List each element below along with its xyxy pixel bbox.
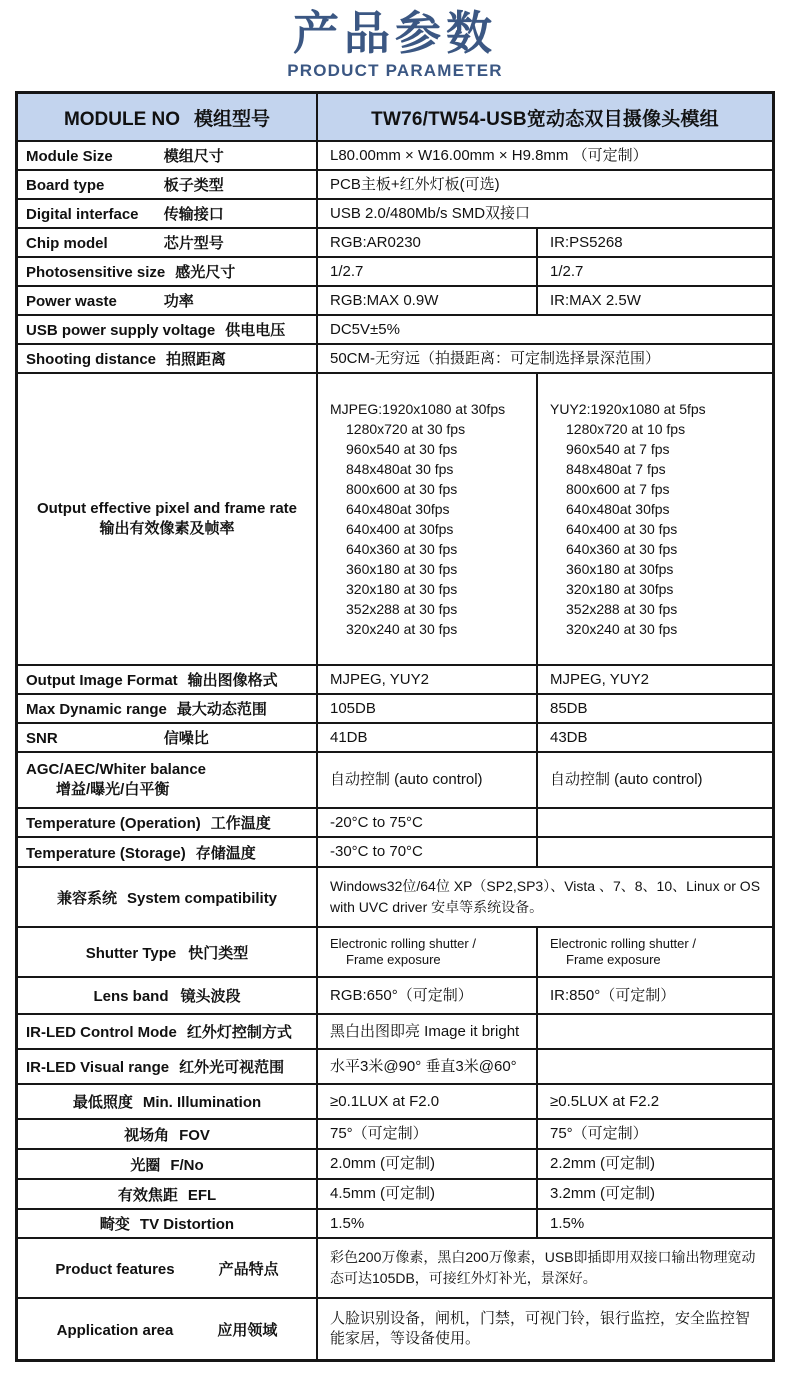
row-label: [18, 374, 316, 664]
spec-line: YUY2:1920x1080 at 5fps: [550, 401, 706, 418]
row-label-zh: 光圈: [130, 1156, 161, 1174]
header-label-cell: [18, 94, 316, 140]
row-value-right: IR:850°（可定制）: [536, 978, 772, 1013]
row-label: [18, 229, 316, 256]
table-row: [18, 372, 772, 664]
row-label-en: Shooting distance: [26, 351, 157, 369]
row-label-zh: 增益/曝光/白平衡: [56, 781, 170, 799]
row-value-right: ≥0.5LUX at F2.2: [536, 1085, 772, 1118]
row-label-en: Temperature (Operation): [26, 815, 201, 833]
header-product-name: TW76/TW54-USB宽动态双目摄像头模组: [316, 94, 772, 140]
row-label-zh: 芯片型号: [163, 235, 224, 253]
row-label-zh: 视场角: [124, 1126, 170, 1144]
row-value-right: 85DB: [536, 695, 772, 722]
row-label-en: FOV: [179, 1126, 210, 1144]
table-row: [18, 836, 772, 866]
row-value: Windows32位/64位 XP（SP2,SP3）、Vista 、7、8、10、Linux or OS with UVC driver 安卓等系统设备。: [316, 868, 772, 926]
table-row: [18, 256, 772, 285]
row-label-en: Min. Illumination: [142, 1094, 262, 1112]
spec-line: 640x400 at 30fps: [346, 521, 454, 538]
row-label-zh: 产品特点: [218, 1260, 279, 1278]
row-value-right: 75°（可定制）: [536, 1120, 772, 1148]
row-label-zh: 功率: [163, 293, 194, 311]
row-value-right: IR:PS5268: [536, 229, 772, 256]
row-value-left: 105DB: [316, 695, 536, 722]
row-label-en: Module Size: [26, 148, 113, 166]
spec-line: 360x180 at 30 fps: [346, 561, 458, 578]
row-label-zh: 快门类型: [188, 944, 249, 962]
row-label-en: AGC/AEC/Whiter balance: [26, 761, 207, 779]
row-label-en: Shutter Type: [85, 944, 177, 962]
row-label-en: Chip model: [26, 235, 108, 253]
row-value-left: 1/2.7: [316, 258, 536, 285]
table-row: [18, 1048, 772, 1083]
row-label: [18, 1239, 316, 1297]
spec-line: Electronic rolling shutter /: [330, 936, 476, 952]
row-label-zh: 应用领域: [217, 1321, 278, 1339]
spec-line: 640x360 at 30 fps: [566, 541, 678, 558]
spec-line: 960x540 at 30 fps: [346, 441, 458, 458]
row-value-left: RGB:650°（可定制）: [316, 978, 536, 1013]
row-value-left: -30°C to 70°C: [316, 838, 536, 866]
spec-line: 1280x720 at 30 fps: [346, 421, 466, 438]
table-row: [18, 1178, 772, 1208]
row-label-en: Lens band: [93, 988, 169, 1006]
row-value: USB 2.0/480Mb/s SMD双接口: [316, 200, 772, 227]
spec-line: 320x180 at 30 fps: [346, 581, 458, 598]
row-label-en: Photosensitive size: [26, 264, 166, 282]
row-value-left: ≥0.1LUX at F2.0: [316, 1085, 536, 1118]
table-row: [18, 285, 772, 314]
row-value-right: [536, 928, 772, 976]
row-label: [18, 695, 316, 722]
row-label: [18, 200, 316, 227]
table-row: [18, 1237, 772, 1297]
row-label-en: Board type: [26, 177, 105, 195]
table-row: [18, 722, 772, 751]
row-label-zh: 最低照度: [72, 1094, 133, 1112]
row-value-right: 自动控制 (auto control): [536, 753, 772, 807]
row-value-right: 43DB: [536, 724, 772, 751]
row-value-left: 1.5%: [316, 1210, 536, 1237]
table-row: [18, 807, 772, 836]
spec-line: MJPEG:1920x1080 at 30fps: [330, 401, 506, 418]
row-value-right: 1/2.7: [536, 258, 772, 285]
row-label-en: IR-LED Control Mode: [26, 1024, 177, 1042]
table-row: [18, 1013, 772, 1048]
spec-line: 320x240 at 30 fps: [346, 621, 458, 638]
row-label-en: Temperature (Storage): [26, 844, 186, 862]
row-value-right: 1.5%: [536, 1210, 772, 1237]
row-label-en: Digital interface: [26, 206, 139, 224]
row-label: [18, 1085, 316, 1118]
row-value-left: -20°C to 75°C: [316, 809, 536, 836]
row-label-zh: 信噪比: [163, 730, 209, 748]
row-label-en: TV Distortion: [139, 1216, 235, 1234]
row-label-en: Power waste: [26, 293, 117, 311]
row-label: [18, 1015, 316, 1048]
row-label-zh: 工作温度: [210, 815, 271, 833]
row-label-en: Output effective pixel and frame rate: [36, 500, 298, 518]
table-header-row: [18, 94, 772, 140]
row-label: [18, 1150, 316, 1178]
table-row: [18, 314, 772, 343]
table-row: [18, 693, 772, 722]
spec-line: Frame exposure: [346, 952, 441, 968]
row-label: [18, 1180, 316, 1208]
spec-line: 848x480at 30 fps: [346, 461, 454, 478]
row-label: [18, 1299, 316, 1359]
row-value-left: RGB:AR0230: [316, 229, 536, 256]
row-label-zh: 拍照距离: [166, 351, 227, 369]
spec-line: Electronic rolling shutter /: [550, 936, 696, 952]
row-label-zh: 输出图像格式: [187, 672, 278, 690]
row-value-left: MJPEG, YUY2: [316, 666, 536, 693]
row-label-en: Output Image Format: [26, 672, 178, 690]
spec-line: 800x600 at 7 fps: [566, 481, 670, 498]
row-label-en: Max Dynamic range: [26, 701, 167, 719]
table-row: [18, 976, 772, 1013]
row-label-zh: 供电电压: [225, 322, 286, 340]
title-block: [0, 0, 790, 81]
row-label: [18, 258, 316, 285]
row-value-right: [536, 374, 772, 664]
row-value-left: 75°（可定制）: [316, 1120, 536, 1148]
spec-line: 360x180 at 30fps: [566, 561, 674, 578]
row-label: [18, 1210, 316, 1237]
row-label-zh: 镜头波段: [180, 988, 241, 1006]
row-label: [18, 666, 316, 693]
table-row: [18, 751, 772, 807]
row-label-zh: 红外灯控制方式: [186, 1024, 292, 1042]
row-value-left: [316, 374, 536, 664]
row-label-zh: 输出有效像素及帧率: [99, 520, 235, 538]
row-value-right: 2.2mm (可定制): [536, 1150, 772, 1178]
spec-line: 320x180 at 30fps: [566, 581, 674, 598]
row-value-left: 黑白出图即亮 Image it bright: [316, 1015, 536, 1048]
row-label: [18, 753, 316, 807]
table-row: [18, 926, 772, 976]
row-label-zh: 传输接口: [163, 206, 224, 224]
table-row: [18, 664, 772, 693]
row-value-right: IR:MAX 2.5W: [536, 287, 772, 314]
empty-cell: [536, 1015, 772, 1048]
empty-cell: [536, 1050, 772, 1083]
row-label: [18, 809, 316, 836]
row-label: [18, 142, 316, 169]
row-value-right: 3.2mm (可定制): [536, 1180, 772, 1208]
row-label-zh: 模组尺寸: [163, 148, 224, 166]
spec-line: 960x540 at 7 fps: [566, 441, 670, 458]
row-value: 彩色200万像素，黑白200万像素，USB即插即用双接口输出物理宽动态可达105DB，可接红外灯补光，景深好。: [316, 1239, 772, 1297]
row-label-en: USB power supply voltage: [26, 322, 216, 340]
row-label-zh: 畸变: [99, 1216, 130, 1234]
row-value-left: 4.5mm (可定制): [316, 1180, 536, 1208]
spec-line: 352x288 at 30 fps: [346, 601, 458, 618]
spec-line: Frame exposure: [566, 952, 661, 968]
spec-line: 320x240 at 30 fps: [566, 621, 678, 638]
row-value: PCB主板+红外灯板(可选): [316, 171, 772, 198]
spec-line: 640x480at 30fps: [566, 501, 670, 518]
row-value-right: MJPEG, YUY2: [536, 666, 772, 693]
spec-line: 640x400 at 30 fps: [566, 521, 678, 538]
row-value-left: 水平3米@90° 垂直3米@60°: [316, 1050, 536, 1083]
empty-cell: [536, 809, 772, 836]
table-row: [18, 169, 772, 198]
row-label-en: F/No: [170, 1156, 204, 1174]
spec-line: 352x288 at 30 fps: [566, 601, 678, 618]
spec-line: 1280x720 at 10 fps: [566, 421, 686, 438]
row-label-en: EFL: [187, 1186, 217, 1204]
row-label-en: IR-LED Visual range: [26, 1059, 170, 1077]
row-label: [18, 345, 316, 372]
row-value: DC5V±5%: [316, 316, 772, 343]
row-value: 人脸识别设备，闸机，门禁，可视门铃，银行监控，安全监控智能家居，等设备使用。: [316, 1299, 772, 1359]
table-row: [18, 198, 772, 227]
row-value-left: 自动控制 (auto control): [316, 753, 536, 807]
row-label-zh: 感光尺寸: [175, 264, 236, 282]
row-value: 50CM-无穷远（拍摄距离：可定制选择景深范围）: [316, 345, 772, 372]
row-label-zh: 存储温度: [195, 844, 256, 862]
table-row: [18, 1118, 772, 1148]
page-title: 产品参数: [293, 7, 497, 59]
row-label: [18, 1120, 316, 1148]
row-label-en: System compatibility: [126, 889, 278, 907]
page-subtitle: PRODUCT PARAMETER: [287, 61, 503, 81]
row-label-zh: 红外光可视范围: [179, 1059, 285, 1077]
header-label-en: MODULE NO: [63, 108, 181, 130]
row-label-zh: 最大动态范围: [176, 701, 267, 719]
table-row: [18, 866, 772, 926]
row-value-left: RGB:MAX 0.9W: [316, 287, 536, 314]
table-row: [18, 227, 772, 256]
empty-cell: [536, 838, 772, 866]
table-row: [18, 140, 772, 169]
row-label: [18, 1050, 316, 1083]
row-label-en: Application area: [56, 1321, 174, 1339]
table-row: [18, 1208, 772, 1237]
row-label: [18, 928, 316, 976]
table-row: [18, 343, 772, 372]
spec-line: 800x600 at 30 fps: [346, 481, 458, 498]
row-label-en: Product features: [55, 1260, 175, 1278]
table-row: [18, 1148, 772, 1178]
row-label: [18, 868, 316, 926]
table-row: [18, 1297, 772, 1359]
row-label-zh: 有效焦距: [117, 1186, 178, 1204]
spec-line: 640x480at 30fps: [346, 501, 450, 518]
row-label: [18, 978, 316, 1013]
row-label: [18, 287, 316, 314]
spec-table: [15, 91, 775, 1362]
spec-line: 640x360 at 30 fps: [346, 541, 458, 558]
row-value: L80.00mm × W16.00mm × H9.8mm （可定制）: [316, 142, 772, 169]
header-label-zh: 模组型号: [194, 108, 271, 130]
row-value-left: [316, 928, 536, 976]
row-label: [18, 316, 316, 343]
row-label: [18, 838, 316, 866]
row-label-en: SNR: [26, 730, 58, 748]
row-label-zh: 板子类型: [163, 177, 224, 195]
row-value-left: 41DB: [316, 724, 536, 751]
row-label-zh: 兼容系统: [56, 889, 117, 907]
table-row: [18, 1083, 772, 1118]
spec-line: 848x480at 7 fps: [566, 461, 666, 478]
row-value-left: 2.0mm (可定制): [316, 1150, 536, 1178]
row-label: [18, 724, 316, 751]
row-label: [18, 171, 316, 198]
